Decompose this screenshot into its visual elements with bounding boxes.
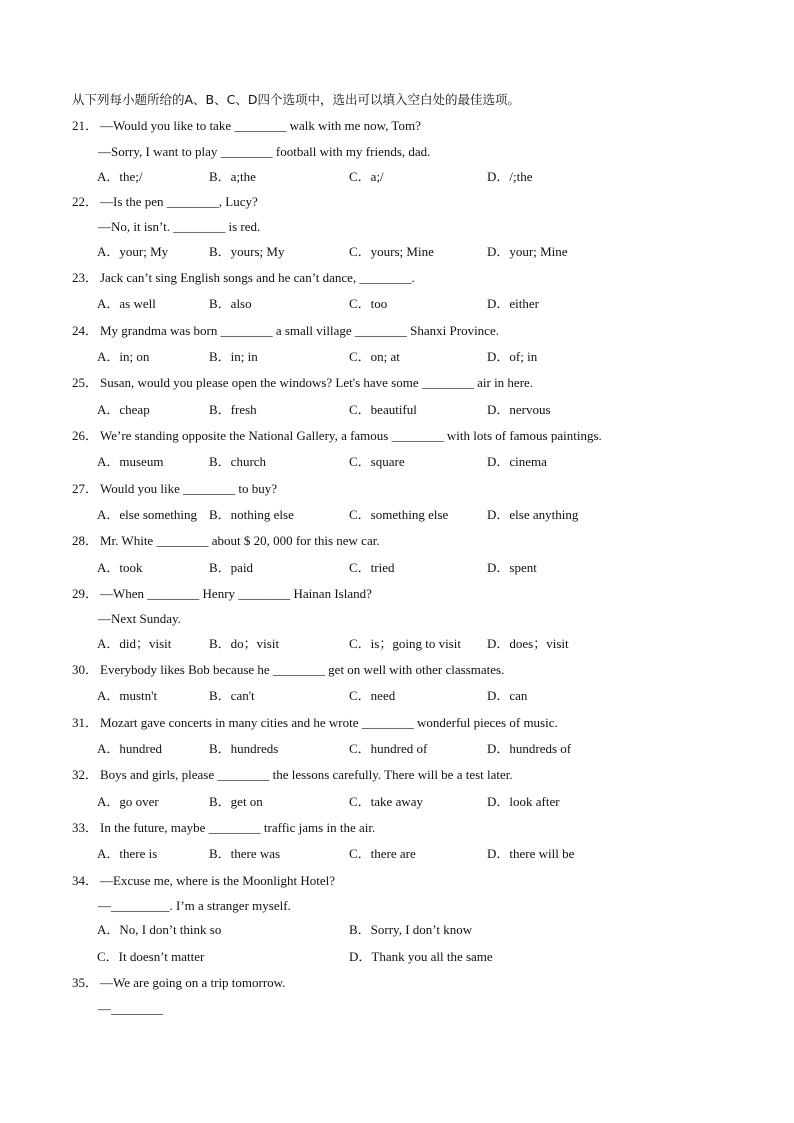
option-d[interactable]: D．either bbox=[487, 296, 539, 311]
option-c[interactable]: C．yours; Mine bbox=[349, 244, 434, 259]
option-b[interactable]: B．Sorry, I don’t know bbox=[349, 922, 473, 937]
question-number: 30． bbox=[72, 662, 99, 677]
option-a[interactable]: A．No, I don’t think so bbox=[97, 922, 222, 937]
question-number: 34． bbox=[72, 873, 99, 888]
option-a[interactable]: A．else something bbox=[97, 507, 198, 522]
option-a[interactable]: A．in; on bbox=[97, 349, 150, 364]
question-34 bbox=[72, 872, 335, 890]
option-a[interactable]: A．there is bbox=[97, 846, 158, 861]
question-number: 35． bbox=[72, 975, 99, 990]
option-b[interactable]: B．do；visit bbox=[209, 636, 280, 651]
option-a[interactable]: A．did；visit bbox=[97, 636, 172, 651]
option-c[interactable]: C．there are bbox=[349, 846, 416, 861]
question-34-options-row-2 bbox=[97, 948, 657, 966]
question-23 bbox=[72, 269, 415, 287]
question-number: 32． bbox=[72, 767, 99, 782]
option-a[interactable]: A．took bbox=[97, 560, 143, 575]
question-22-reply: —No, it isn’t. ________ is red. bbox=[98, 219, 261, 234]
question-24 bbox=[72, 322, 499, 340]
question-text: Mr. White ________ about $ 20, 000 for this new car. bbox=[100, 533, 380, 548]
question-30 bbox=[72, 661, 504, 679]
question-21-reply: —Sorry, I want to play ________ football with my friends, dad. bbox=[98, 144, 431, 159]
option-c[interactable]: C．square bbox=[349, 454, 405, 469]
option-d[interactable]: D．of; in bbox=[487, 349, 538, 364]
option-b[interactable]: B．in; in bbox=[209, 349, 258, 364]
option-c[interactable]: C．tried bbox=[349, 560, 395, 575]
question-text: Everybody likes Bob because he ________ get on well with other classmates. bbox=[100, 662, 505, 677]
question-28-options bbox=[97, 559, 657, 577]
option-c[interactable]: C．a;/ bbox=[349, 169, 384, 184]
option-b[interactable]: B．yours; My bbox=[209, 244, 285, 259]
option-d[interactable]: D．there will be bbox=[487, 846, 575, 861]
option-b[interactable]: B．nothing else bbox=[209, 507, 294, 522]
option-b[interactable]: B．paid bbox=[209, 560, 254, 575]
option-c[interactable]: C．on; at bbox=[349, 349, 400, 364]
option-c[interactable]: C．It doesn’t matter bbox=[97, 949, 205, 964]
option-d[interactable]: D．look after bbox=[487, 794, 560, 809]
question-24-options bbox=[97, 348, 657, 366]
question-26 bbox=[72, 427, 602, 445]
question-35 bbox=[72, 974, 285, 992]
question-number: 33． bbox=[72, 820, 99, 835]
option-c[interactable]: C．too bbox=[349, 296, 388, 311]
option-d[interactable]: D．can bbox=[487, 688, 528, 703]
question-30-options bbox=[97, 687, 657, 705]
option-a[interactable]: A．hundred bbox=[97, 741, 162, 756]
question-text: In the future, maybe ________ traffic jams in the air. bbox=[100, 820, 376, 835]
option-a[interactable]: A．museum bbox=[97, 454, 164, 469]
option-b[interactable]: B．can't bbox=[209, 688, 255, 703]
question-number: 31． bbox=[72, 715, 99, 730]
option-b[interactable]: B．church bbox=[209, 454, 267, 469]
question-number: 28． bbox=[72, 533, 99, 548]
option-c[interactable]: C．beautiful bbox=[349, 402, 417, 417]
question-31 bbox=[72, 714, 558, 732]
question-33 bbox=[72, 819, 375, 837]
option-a[interactable]: A．go over bbox=[97, 794, 159, 809]
question-29-options bbox=[97, 635, 657, 653]
option-d[interactable]: D．/;the bbox=[487, 169, 533, 184]
option-d[interactable]: D．else anything bbox=[487, 507, 579, 522]
question-text: Susan, would you please open the windows? Let's have some ________ air in here. bbox=[100, 375, 534, 390]
option-c[interactable]: C．take away bbox=[349, 794, 424, 809]
option-d[interactable]: D．nervous bbox=[487, 402, 551, 417]
option-a[interactable]: A．mustn't bbox=[97, 688, 158, 703]
question-32 bbox=[72, 766, 513, 784]
question-21-options bbox=[97, 168, 657, 186]
question-27-options bbox=[97, 506, 657, 524]
instruction-text: 从下列每小题所给的A、B、C、D四个选项中，选出可以填入空白处的最佳选项。 bbox=[72, 92, 520, 107]
question-text: —Excuse me, where is the Moonlight Hotel? bbox=[100, 873, 336, 888]
question-35-reply: —________ bbox=[98, 1001, 163, 1016]
option-a[interactable]: A．the;/ bbox=[97, 169, 143, 184]
option-a[interactable]: A．your; My bbox=[97, 244, 169, 259]
option-d[interactable]: D．does；visit bbox=[487, 636, 569, 651]
question-31-options bbox=[97, 740, 657, 758]
question-number: 26． bbox=[72, 428, 99, 443]
question-33-options bbox=[97, 845, 657, 863]
option-c[interactable]: C．hundred of bbox=[349, 741, 428, 756]
question-32-options bbox=[97, 793, 657, 811]
option-c[interactable]: C．is；going to visit bbox=[349, 636, 461, 651]
question-22-options bbox=[97, 243, 657, 261]
question-27 bbox=[72, 480, 277, 498]
question-text: We’re standing opposite the National Gallery, a famous ________ with lots of famous paintings. bbox=[100, 428, 602, 443]
question-number: 25． bbox=[72, 375, 99, 390]
option-d[interactable]: D．spent bbox=[487, 560, 537, 575]
option-b[interactable]: B．get on bbox=[209, 794, 263, 809]
question-number: 21． bbox=[72, 118, 99, 133]
question-28 bbox=[72, 532, 380, 550]
question-23-options bbox=[97, 295, 657, 313]
option-a[interactable]: A．cheap bbox=[97, 402, 150, 417]
option-d[interactable]: D．Thank you all the same bbox=[349, 949, 493, 964]
question-text: —We are going on a trip tomorrow. bbox=[100, 975, 286, 990]
question-number: 27． bbox=[72, 481, 99, 496]
question-21 bbox=[72, 117, 421, 135]
question-29-reply: —Next Sunday. bbox=[98, 611, 181, 626]
option-b[interactable]: B．fresh bbox=[209, 402, 257, 417]
option-c[interactable]: C．something else bbox=[349, 507, 449, 522]
question-number: 23． bbox=[72, 270, 99, 285]
option-c[interactable]: C．need bbox=[349, 688, 396, 703]
question-34-options-row-1 bbox=[97, 921, 657, 939]
question-34-reply: —_________. I’m a stranger myself. bbox=[98, 898, 291, 913]
option-b[interactable]: B．hundreds bbox=[209, 741, 279, 756]
option-d[interactable]: D．your; Mine bbox=[487, 244, 568, 259]
question-text: Boys and girls, please ________ the lessons carefully. There will be a test later. bbox=[100, 767, 513, 782]
question-text: Mozart gave concerts in many cities and he wrote ________ wonderful pieces of music. bbox=[100, 715, 558, 730]
question-25 bbox=[72, 374, 533, 392]
option-b[interactable]: B．also bbox=[209, 296, 252, 311]
question-text: —When ________ Henry ________ Hainan Island? bbox=[100, 586, 372, 601]
question-text: —Is the pen ________, Lucy? bbox=[100, 194, 258, 209]
question-number: 24． bbox=[72, 323, 99, 338]
option-d[interactable]: D．cinema bbox=[487, 454, 547, 469]
question-26-options bbox=[97, 453, 657, 471]
question-29 bbox=[72, 585, 372, 603]
option-d[interactable]: D．hundreds of bbox=[487, 741, 572, 756]
question-number: 29． bbox=[72, 586, 99, 601]
question-text: Would you like ________ to buy? bbox=[100, 481, 277, 496]
question-number: 22． bbox=[72, 194, 99, 209]
question-text: Jack can’t sing English songs and he can’t dance, ________. bbox=[100, 270, 415, 285]
question-22 bbox=[72, 193, 258, 211]
question-text: —Would you like to take ________ walk with me now, Tom? bbox=[100, 118, 421, 133]
question-25-options bbox=[97, 401, 657, 419]
option-b[interactable]: B．there was bbox=[209, 846, 281, 861]
option-b[interactable]: B．a;the bbox=[209, 169, 256, 184]
question-text: My grandma was born ________ a small village ________ Shanxi Province. bbox=[100, 323, 499, 338]
option-a[interactable]: A．as well bbox=[97, 296, 156, 311]
